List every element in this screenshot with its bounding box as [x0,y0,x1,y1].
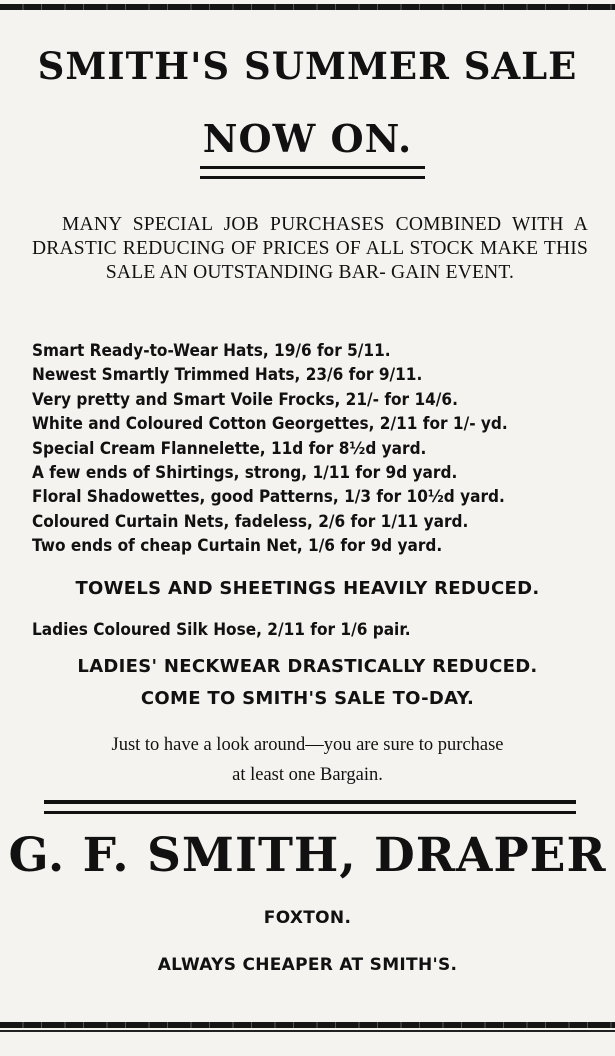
top-border [0,4,615,10]
list-item: A few ends of Shirtings, strong, 1/11 for 9d yard. [32,463,458,483]
list-item: Two ends of cheap Curtain Net, 1/6 for 9d yard. [32,536,443,556]
list-item: Coloured Curtain Nets, fadeless, 2/6 for 1/11 yard. [32,511,469,531]
list-item: Smart Ready-to-Wear Hats, 19/6 for 5/11. [32,341,391,360]
list-item: White and Coloured Cotton Georgettes, 2/11 for 1/- yd. [32,414,508,434]
closing-line-1: Just to have a look around—you are sure to purchase [111,735,504,755]
closing-line-2: at least one Bargain. [232,765,383,785]
come-today-announcement: COME TO SMITH'S SALE TO-DAY. [140,688,475,709]
store-slogan: ALWAYS CHEAPER AT SMITH'S. [157,955,458,975]
bottom-border [0,1022,615,1028]
sale-items-list [32,339,607,559]
list-item: Very pretty and Smart Voile Frocks, 21/- for 14/6. [32,389,458,409]
divider-top-1 [200,166,425,169]
towels-announcement: TOWELS AND SHEETINGS HEAVILY REDUCED. [75,578,540,599]
store-town: FOXTON. [263,908,352,928]
list-item: Newest Smartly Trimmed Hats, 23/6 for 9/11. [32,365,423,385]
neckwear-announcement: LADIES' NECKWEAR DRASTICALLY REDUCED. [77,656,538,677]
list-item: Floral Shadowettes, good Patterns, 1/3 for 10½d yard. [32,487,505,507]
hose-offer: Ladies Coloured Silk Hose, 2/11 for 1/6 pair. [32,620,411,639]
store-name: G. F. SMITH, DRAPER [8,828,607,883]
divider-bottom-1 [44,800,576,804]
headline-title: SMITH'S SUMMER SALE [37,44,578,88]
headline-subtitle: NOW ON. [202,116,413,161]
divider-top-2 [200,176,425,179]
divider-bottom-2 [44,811,576,814]
list-item: Special Cream Flannelette, 11d for 8½d yard. [32,438,427,458]
closing-text [0,730,615,790]
intro-paragraph: MANY SPECIAL JOB PURCHASES COMBINED WITH A DRASTIC REDUCING OF PRICES OF ALL STOCK MAKE THIS SALE AN OUTSTANDING BAR- GAIN EVENT. [32,214,588,283]
bottom-border-line [0,1030,615,1032]
